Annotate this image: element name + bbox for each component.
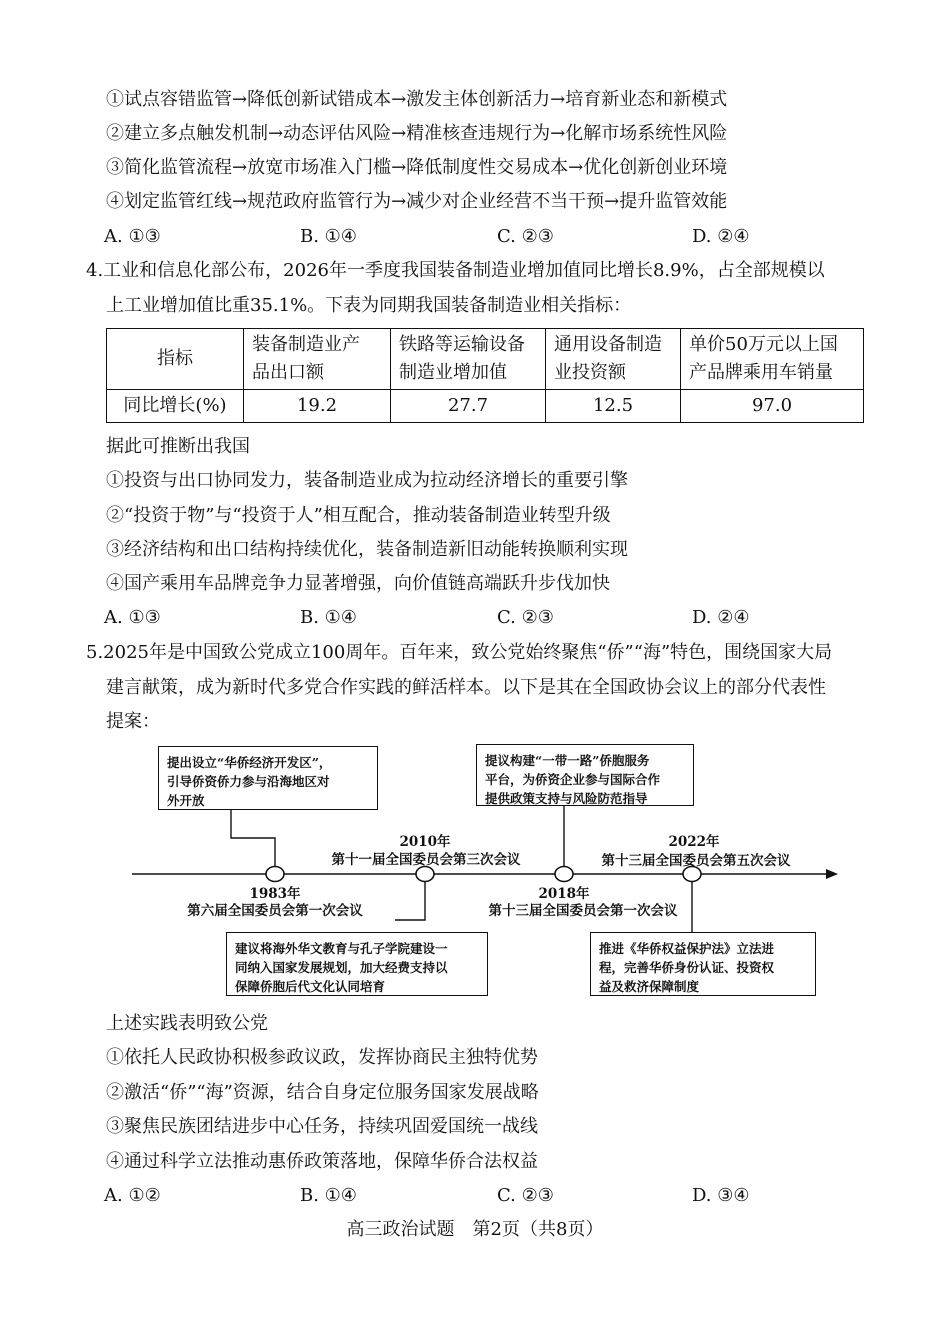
q3-option-c: C. ②③ — [497, 226, 554, 247]
proposal-box-1983 — [158, 746, 378, 810]
header-text: 品出口额 — [252, 362, 324, 383]
arrow-head-icon — [826, 869, 838, 879]
proposal-text: 程，完善华侨身份认证、投资权 — [599, 960, 775, 975]
timeline-year-2010: 2010年 — [399, 834, 451, 850]
timeline-year-1983: 1983年 — [249, 886, 301, 902]
proposal-text: 同纳入国家发展规划，加大经费支持以 — [235, 960, 448, 975]
q5-item-2: ②激活“侨”“海”资源，结合自身定位服务国家发展战略 — [106, 1082, 539, 1103]
q4-option-b: B. ①④ — [300, 607, 357, 628]
q5-stem-line2: 建言献策，成为新时代多党合作实践的鲜活样本。以下是其在全国政协会议上的部分代表性 — [106, 677, 826, 698]
q4-option-d: D. ②④ — [692, 607, 750, 628]
q5-option-c: C. ②③ — [497, 1185, 554, 1206]
q4-option-c: C. ②③ — [497, 607, 554, 628]
proposal-text: 平台，为侨资企业参与国际合作 — [485, 772, 661, 787]
q5-item-1: ①依托人民政协积极参政议政，发挥协商民主独特优势 — [106, 1047, 538, 1068]
timeline-meeting-2018: 第十三届全国委员会第一次会议 — [488, 903, 678, 919]
page-footer: 高三政治试题 第2页（共8页） — [346, 1219, 604, 1240]
header-text: 铁路等运输设备 — [399, 334, 525, 355]
header-text: 装备制造业产 — [252, 334, 360, 355]
q3-item-3: ③简化监管流程→放宽市场准入门槛→降低制度性交易成本→优化创新创业环境 — [106, 157, 728, 178]
header-text: 单价50万元以上国 — [689, 334, 838, 355]
q4-lead: 据此可推断出我国 — [106, 436, 250, 457]
proposal-text: 益及救济保障制度 — [599, 979, 700, 994]
q5-lead: 上述实践表明致公党 — [106, 1013, 268, 1034]
timeline-meeting-1983: 第六届全国委员会第一次会议 — [187, 903, 363, 919]
q3-item-2: ②建立多点触发机制→动态评估风险→精准核查违规行为→化解市场系统性风险 — [106, 123, 728, 144]
connector-2010 — [395, 882, 425, 920]
proposal-box-2022 — [590, 932, 816, 996]
q5-item-3: ③聚焦民族团结进步中心任务，持续巩固爱国统一战线 — [106, 1116, 538, 1137]
q5-stem-line1: 5.2025年是中国致公党成立100周年。百年来，致公党始终聚焦“侨”“海”特色，围绕国家大局 — [86, 642, 833, 663]
table-header-cell: 指标 — [107, 329, 244, 390]
header-text: 通用设备制造 — [554, 334, 662, 355]
timeline-year-2018: 2018年 — [538, 886, 590, 902]
proposal-text: 引导侨资侨力参与沿海地区对 — [167, 774, 330, 789]
q4-item-4: ④国产乘用车品牌竞争力显著增强，向价值链高端跃升步伐加快 — [106, 573, 610, 594]
timeline-node-2018 — [555, 867, 573, 882]
q5-option-a: A. ①② — [104, 1185, 161, 1206]
table-cell: 97.0 — [681, 390, 864, 423]
q5-option-d: D. ③④ — [692, 1185, 750, 1206]
q3-item-1: ①试点容错监管→降低创新试错成本→激发主体创新活力→培育新业态和新模式 — [106, 89, 728, 110]
proposal-box-2018 — [476, 744, 694, 806]
timeline-meeting-2010: 第十一届全国委员会第三次会议 — [331, 852, 521, 868]
proposal-text: 推进《华侨权益保护法》立法进 — [599, 941, 775, 956]
q3-option-b: B. ①④ — [300, 226, 357, 247]
q4-stem-line1: 4.工业和信息化部公布，2026年一季度我国装备制造业增加值同比增长8.9%，占全部规模以 — [86, 260, 825, 281]
q5-option-b: B. ①④ — [300, 1185, 357, 1206]
header-text: 产品牌乘用车销量 — [689, 362, 833, 383]
proposal-text: 保障侨胞后代文化认同培育 — [235, 979, 386, 994]
proposal-text: 提议构建“一带一路”侨胞服务 — [485, 753, 650, 768]
header-text: 业投资额 — [554, 362, 626, 383]
table-cell: 19.2 — [244, 390, 391, 423]
connector-1983 — [231, 810, 275, 866]
proposal-box-2010 — [226, 932, 488, 996]
q3-item-4: ④划定监管红线→规范政府监管行为→减少对企业经营不当干预→提升监管效能 — [106, 191, 728, 212]
timeline-meeting-2022: 第十三届全国委员会第五次会议 — [601, 853, 791, 869]
q4-item-1: ①投资与出口协同发力，装备制造业成为拉动经济增长的重要引擎 — [106, 470, 628, 491]
proposal-text: 提出设立“华侨经济开发区”， — [167, 755, 332, 770]
proposal-text: 建议将海外华文教育与孔子学院建设一 — [235, 941, 448, 956]
q4-option-a: A. ①③ — [104, 607, 161, 628]
table-cell: 27.7 — [391, 390, 546, 423]
proposal-text: 提供政策支持与风险防范指导 — [485, 791, 648, 806]
table-cell: 12.5 — [546, 390, 681, 423]
q4-stem-line2: 上工业增加值比重35.1%。下表为同期我国装备制造业相关指标： — [106, 295, 632, 316]
timeline-node-2010 — [416, 867, 434, 882]
q5-stem-line3: 提案： — [106, 711, 160, 732]
q4-item-2: ②“投资于物”与“投资于人”相互配合，推动装备制造业转型升级 — [106, 505, 611, 526]
q3-option-d: D. ②④ — [692, 226, 750, 247]
table-row-label: 同比增长(%) — [107, 390, 244, 423]
timeline-year-2022: 2022年 — [668, 834, 720, 850]
q4-item-3: ③经济结构和出口结构持续优化，装备制造新旧动能转换顺利实现 — [106, 539, 628, 560]
q3-option-a: A. ①③ — [104, 226, 161, 247]
header-text: 制造业增加值 — [399, 362, 507, 383]
timeline-node-1983 — [266, 867, 284, 882]
q5-item-4: ④通过科学立法推动惠侨政策落地，保障华侨合法权益 — [106, 1151, 538, 1172]
proposal-text: 外开放 — [167, 793, 205, 808]
